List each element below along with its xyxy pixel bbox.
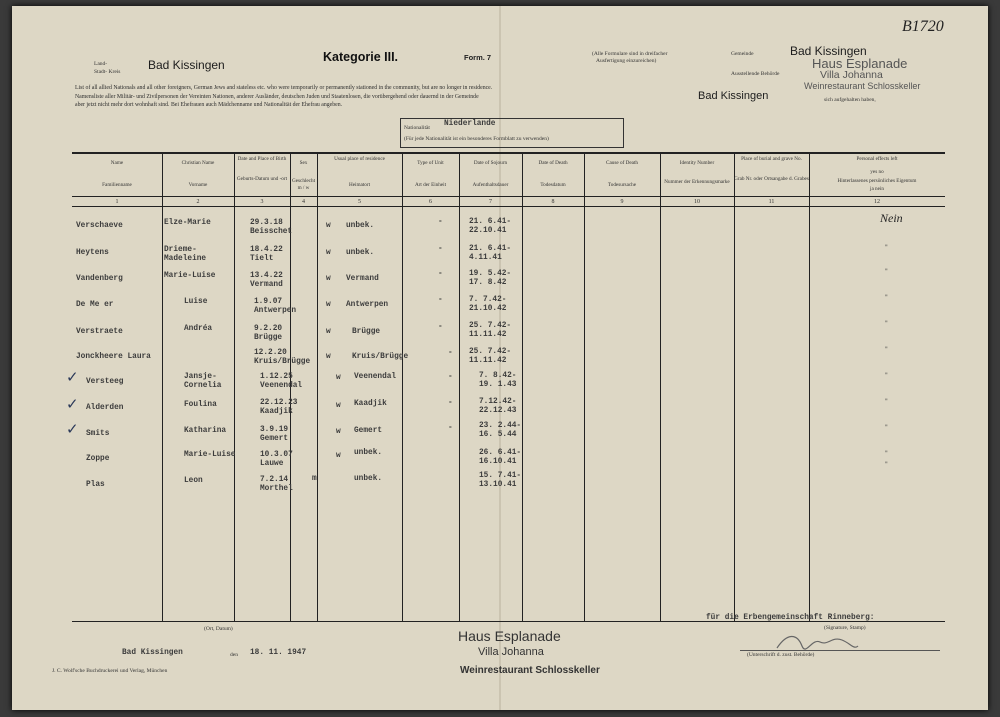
intro-german-2: aber jetzt nicht mehr dort wohnhaft sind. Bei Ehefrauen auch Mädchenname und Nationalität der Ehefrau angeben. xyxy=(75,102,343,108)
header-sojourn-de: Aufenthaltsdauer xyxy=(472,182,509,188)
row-residence: Vermand xyxy=(346,275,379,283)
row-sex: w xyxy=(326,328,331,336)
stamp-top-line1: Haus Esplanade xyxy=(812,56,908,71)
col-divider xyxy=(234,152,235,622)
header-unit-en: Type of Unit xyxy=(417,160,444,166)
row-effects-mark: " xyxy=(885,424,888,431)
row-to: 16. 5.44 xyxy=(479,431,517,439)
row-unit: - xyxy=(448,349,453,357)
row-surname: De Me er xyxy=(76,301,114,309)
row-birth-place: Veenendal xyxy=(260,382,303,390)
stamp-bottom-line2: Villa Johanna xyxy=(478,646,544,658)
stamp-bottom-line1: Haus Esplanade xyxy=(458,628,561,644)
row-unit: - xyxy=(438,245,443,253)
table-top-rule xyxy=(72,152,945,154)
row-sex: w xyxy=(326,353,331,361)
district-name: Bad Kissingen xyxy=(148,58,225,72)
copies-note-1: (Alle Formulare sind in dreifacher xyxy=(592,51,668,57)
row-residence: Antwerpen xyxy=(346,301,389,309)
col-divider xyxy=(459,152,460,622)
checkmark-icon: ✓ xyxy=(66,420,79,438)
row-birth-place: Brügge xyxy=(254,334,283,342)
col-divider xyxy=(660,152,661,622)
row-surname: Versteeg xyxy=(86,378,124,386)
header-residence-de: Heimatort xyxy=(348,182,371,188)
header-identity-de: Nummer der Erkennungsmarke xyxy=(664,179,730,185)
row-surname: Vandenberg xyxy=(76,275,123,283)
column-number: 6 xyxy=(429,199,432,205)
gemeinde-label: Gemeinde xyxy=(731,51,754,57)
archive-number: B1720 xyxy=(902,18,944,35)
row-effects-mark: " xyxy=(885,320,888,327)
row-birth-place: Lauwe xyxy=(260,460,284,468)
row-effects-mark: " xyxy=(885,294,888,301)
row-from: 15. 7.41- xyxy=(479,472,522,480)
row-surname: Heytens xyxy=(76,249,109,257)
row-effects-mark: " xyxy=(885,244,888,251)
date-place-label: (Ort, Datum) xyxy=(204,626,233,632)
col-divider xyxy=(317,152,318,622)
row-from: 21. 6.41- xyxy=(469,218,512,226)
row-to: 21.10.42 xyxy=(469,305,507,313)
row-birth-date: 3.9.19 xyxy=(260,426,289,434)
column-number: 10 xyxy=(694,199,700,205)
checkmark-icon: ✓ xyxy=(66,368,79,386)
row-surname: Jonckheere Laura xyxy=(76,353,151,361)
signatory-line: für die Erbengemeinschaft Rinneberg: xyxy=(706,614,875,622)
row-sex: w xyxy=(336,374,341,382)
row-effects-mark: " xyxy=(885,372,888,379)
row-birth-place: Vermand xyxy=(250,281,283,289)
header-effects-yesno: yes no xyxy=(870,169,884,175)
header-effects-jain: ja nein xyxy=(870,186,884,192)
row-birth-place: Kaadjik xyxy=(260,408,293,416)
row-first-name: Marie-Luise xyxy=(184,451,236,459)
row-residence: Veenendal xyxy=(354,373,397,381)
col-divider xyxy=(584,152,585,622)
table-header-rule xyxy=(72,196,945,197)
col-divider xyxy=(402,152,403,622)
row-first-name: Leon xyxy=(184,477,203,485)
header-effects-de: Hinterlassenes persönliches Eigentum xyxy=(837,178,917,184)
signature-line xyxy=(740,650,940,651)
row-unit: - xyxy=(448,373,453,381)
nationality-label: Nationalität xyxy=(404,125,430,131)
nationality-value: Niederlande xyxy=(444,120,496,128)
row-unit: - xyxy=(438,323,443,331)
row-sex: w xyxy=(326,249,331,257)
row-first-name: Elze-Marie xyxy=(164,219,211,227)
header-death-cause-de: Todesursache xyxy=(607,182,637,188)
row-sex: w xyxy=(336,402,341,410)
row-from: 25. 7.42- xyxy=(469,322,512,330)
row-residence: unbek. xyxy=(346,222,375,230)
row-surname: Smits xyxy=(86,430,110,438)
row-unit: - xyxy=(448,399,453,407)
row-from: 7. 8.42- xyxy=(479,372,517,380)
category-title: Kategorie III. xyxy=(323,50,399,64)
header-sex-en: Sex xyxy=(299,160,308,166)
row-effects-mark: " xyxy=(885,346,888,353)
row-surname: Verschaeve xyxy=(76,222,123,230)
row-to: 22.12.43 xyxy=(479,407,517,415)
row-to: 13.10.41 xyxy=(479,481,517,489)
footer-date: 18. 11. 1947 xyxy=(250,649,307,657)
row-birth-place: Tielt xyxy=(250,255,274,263)
row-effects-mark: " xyxy=(885,461,888,468)
checkmark-icon: ✓ xyxy=(66,395,79,413)
behoerde-label: Ausstellende Behörde xyxy=(731,71,780,77)
col-divider xyxy=(809,152,810,622)
row-unit: - xyxy=(438,270,443,278)
row-surname: Plas xyxy=(86,481,105,489)
signature-stamp-label: (Signature, Stamp) xyxy=(824,625,866,631)
header-death-cause-en: Cause of Death xyxy=(606,160,638,166)
header-burial-de: Grab Nr. oder Ortsangabe d. Grabes xyxy=(734,176,809,182)
row-residence: unbek. xyxy=(346,249,375,257)
column-number: 9 xyxy=(620,199,624,205)
stadt-kreis-label: Stadt- Kreis xyxy=(94,69,121,75)
row-effects: Nein xyxy=(880,211,903,225)
row-first-name: Drieme- xyxy=(164,246,197,254)
header-sex-de: Geschlecht m / w xyxy=(291,178,316,191)
header-birth-de: Geburts-Datum und -ort xyxy=(236,176,288,182)
row-first-name: Katharina xyxy=(184,427,227,435)
row-birth-place: Kruis/Brügge xyxy=(254,358,311,366)
column-number: 3 xyxy=(260,199,264,205)
row-birth-place: Morthel xyxy=(260,485,293,493)
header-death-date-en: Date of Death xyxy=(538,160,568,166)
column-number: 5 xyxy=(358,199,361,205)
row-to: 19. 1.43 xyxy=(479,381,517,389)
row-effects-mark: " xyxy=(885,398,888,405)
row-residence: unbek. xyxy=(354,449,383,457)
stamp-bottom-line3: Weinrestaurant Schlosskeller xyxy=(460,665,600,676)
header-christian-en: Christian Name xyxy=(181,160,215,166)
header-name-de: Familienname xyxy=(102,182,132,188)
table-number-rule xyxy=(72,206,945,207)
intro-text xyxy=(75,84,715,110)
row-birth-date: 13.4.22 xyxy=(250,272,283,280)
row-first-name: Jansje- xyxy=(184,373,217,381)
row-effects-mark: " xyxy=(885,450,888,457)
row-first-name: Marie-Luise xyxy=(164,272,216,280)
header-identity-en: Identity Number xyxy=(679,160,715,166)
row-sex: w xyxy=(326,275,331,283)
row-sex: m xyxy=(312,475,317,483)
intro-inserted-place: Bad Kissingen xyxy=(698,90,769,102)
row-residence: Kaadjik xyxy=(354,400,387,408)
row-effects-mark: " xyxy=(885,268,888,275)
row-surname: Zoppe xyxy=(86,455,110,463)
row-residence: Gemert xyxy=(354,427,383,435)
header-name-en: Name xyxy=(110,160,124,166)
row-from: 7.12.42- xyxy=(479,398,517,406)
signature-note: (Unterschrift d. zust. Behörde) xyxy=(747,652,815,658)
row-to: 17. 8.42 xyxy=(469,279,507,287)
row-birth-date: 1.12.25 xyxy=(260,373,293,381)
row-first-name: Andréa xyxy=(184,325,213,333)
column-number: 2 xyxy=(196,199,200,205)
row-birth-date: 29.3.18 xyxy=(250,219,283,227)
row-to: 11.11.42 xyxy=(469,357,507,365)
row-sex: w xyxy=(336,452,341,460)
header-burial-en: Place of burial and grave No. xyxy=(741,156,802,162)
col-divider xyxy=(162,152,163,622)
row-sex: w xyxy=(326,301,331,309)
printer-imprint: J. C. Wolf'sche Buchdruckerei und Verlag, München xyxy=(52,668,168,674)
footer-place: Bad Kissingen xyxy=(122,649,183,657)
row-birth-place: Beisschet xyxy=(250,228,293,236)
column-number: 8 xyxy=(551,199,555,205)
nationality-box xyxy=(400,118,624,148)
intro-german-1: Namensliste aller Militär- und Zivilpersonen der Vereinten Nationen, anderer Ausländer, deutschen Juden und Staatenlosen, die vorübergehend oder dauernd in der Gemeinde xyxy=(75,93,479,100)
row-birth-place: Gemert xyxy=(260,435,289,443)
row-first-name: Luise xyxy=(184,298,208,306)
row-birth-date: 10.3.07 xyxy=(260,451,293,459)
row-to: 22.10.41 xyxy=(469,227,507,235)
row-residence: Kruis/Brügge xyxy=(352,353,409,361)
row-birth-date: 18.4.22 xyxy=(250,246,283,254)
row-sex: w xyxy=(326,222,331,230)
header-effects-en: Personal effects left xyxy=(856,156,898,162)
row-sex: w xyxy=(336,428,341,436)
row-to: 11.11.42 xyxy=(469,331,507,339)
row-birth-date: 9.2.20 xyxy=(254,325,283,333)
row-from: 7. 7.42- xyxy=(469,296,507,304)
header-unit-de: Art der Einheit xyxy=(414,182,447,188)
intro-english: List of all allied Nationals and all other foreigners, German Jews and stateless etc. who were temporarily or permanently stationed in the community, but are no longer in residence. xyxy=(75,85,493,91)
land-kreis-label: Land- xyxy=(94,61,108,67)
copies-note-2: Ausfertigung einzureichen) xyxy=(596,58,657,64)
row-residence: unbek. xyxy=(354,475,383,483)
header-christian-de: Vorname xyxy=(188,182,208,188)
row-from: 21. 6.41- xyxy=(469,245,512,253)
form-number: Form. 7 xyxy=(464,53,492,62)
col-divider xyxy=(734,152,735,622)
column-number: 1 xyxy=(115,199,119,205)
intro-end: sich aufgehalten haben, xyxy=(824,97,876,103)
row-from: 23. 2.44- xyxy=(479,422,522,430)
row-to: 4.11.41 xyxy=(469,254,502,262)
row-birth-date: 12.2.20 xyxy=(254,349,287,357)
row-to: 16.10.41 xyxy=(479,458,517,466)
row-from: 25. 7.42- xyxy=(469,348,512,356)
row-surname: Alderden xyxy=(86,404,124,412)
row-unit: - xyxy=(448,424,453,432)
stamp-top-line3: Weinrestaurant Schlosskeller xyxy=(804,81,921,91)
header-residence-en: Usual place of residence xyxy=(334,156,385,162)
row-from: 19. 5.42- xyxy=(469,270,512,278)
row-unit: - xyxy=(438,218,443,226)
document-sheet xyxy=(12,6,988,710)
row-unit: - xyxy=(438,296,443,304)
header-sojourn-en: Date of Sojourn xyxy=(473,160,508,166)
row-from: 26. 6.41- xyxy=(479,449,522,457)
row-birth-place: Antwerpen xyxy=(254,307,297,315)
column-number: 11 xyxy=(768,199,775,205)
row-first-name-2: Cornelia xyxy=(184,382,222,390)
row-residence: Brügge xyxy=(352,328,381,336)
nationality-note: (Für jede Nationalität ist ein besonderes Formblatt zu verwenden) xyxy=(404,136,549,142)
footer-den: den xyxy=(230,652,238,658)
header-death-date-de: Todesdatum xyxy=(540,182,566,188)
column-number: 7 xyxy=(489,199,492,205)
header-birth-en: Date and Place of Birth xyxy=(237,156,287,162)
gemeinde-value: Bad Kissingen xyxy=(790,44,867,58)
row-birth-date: 7.2.14 xyxy=(260,476,289,484)
col-divider xyxy=(522,152,523,622)
column-number: 12 xyxy=(874,199,880,205)
row-birth-date: 1.9.07 xyxy=(254,298,283,306)
row-birth-date: 22.12.23 xyxy=(260,399,298,407)
row-surname: Verstraete xyxy=(76,328,123,336)
column-number: 4 xyxy=(302,199,305,205)
stamp-top-line2: Villa Johanna xyxy=(820,69,883,81)
row-first-name-2: Madeleine xyxy=(164,255,207,263)
row-first-name: Foulina xyxy=(184,401,217,409)
